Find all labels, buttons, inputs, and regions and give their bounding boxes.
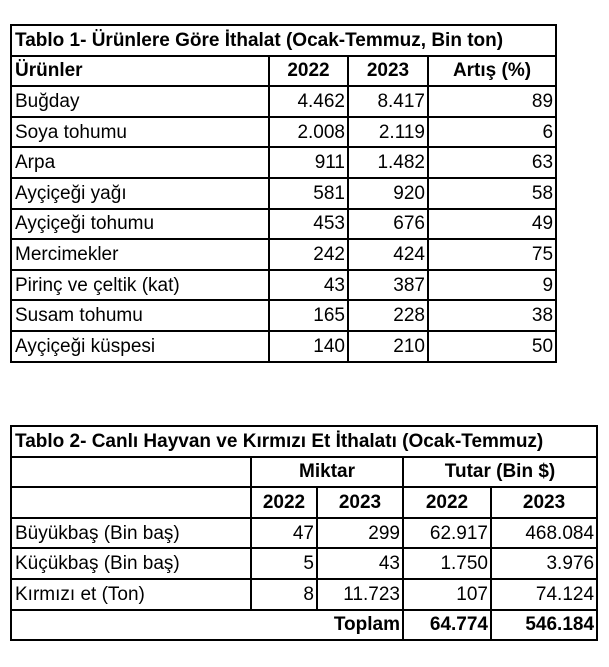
table-title-row bbox=[11, 426, 597, 457]
value-2023: 676 bbox=[348, 209, 428, 240]
product-name: Ayçiçeği yağı bbox=[11, 178, 269, 209]
header-amount-2022: 2022 bbox=[403, 487, 491, 518]
amount-2022: 107 bbox=[403, 579, 491, 610]
amount-2023: 468.084 bbox=[491, 518, 597, 549]
table-row bbox=[11, 518, 597, 549]
product-name: Susam tohumu bbox=[11, 300, 269, 331]
value-increase: 38 bbox=[428, 300, 556, 331]
table-header-row bbox=[11, 56, 556, 87]
table-row bbox=[11, 270, 556, 301]
value-2023: 387 bbox=[348, 270, 428, 301]
value-2022: 242 bbox=[269, 239, 348, 270]
value-2023: 424 bbox=[348, 239, 428, 270]
category-name: Küçükbaş (Bin baş) bbox=[11, 548, 251, 579]
amount-2023: 74.124 bbox=[491, 579, 597, 610]
value-increase: 49 bbox=[428, 209, 556, 240]
header-2022: 2022 bbox=[269, 56, 348, 87]
header-quantity-2023: 2023 bbox=[317, 487, 403, 518]
value-2023: 920 bbox=[348, 178, 428, 209]
header-amount: Tutar (Bin $) bbox=[403, 457, 597, 488]
value-2022: 4.462 bbox=[269, 86, 348, 117]
table-row bbox=[11, 147, 556, 178]
amount-2023: 3.976 bbox=[491, 548, 597, 579]
table-row bbox=[11, 579, 597, 610]
value-2023: 228 bbox=[348, 300, 428, 331]
value-increase: 50 bbox=[428, 331, 556, 362]
header-quantity: Miktar bbox=[251, 457, 403, 488]
value-2022: 453 bbox=[269, 209, 348, 240]
product-name: Buğday bbox=[11, 86, 269, 117]
value-2022: 911 bbox=[269, 147, 348, 178]
value-increase: 58 bbox=[428, 178, 556, 209]
value-2023: 210 bbox=[348, 331, 428, 362]
total-amount-2022: 64.774 bbox=[403, 610, 491, 641]
quantity-2022: 8 bbox=[251, 579, 317, 610]
table-row bbox=[11, 86, 556, 117]
value-2023: 1.482 bbox=[348, 147, 428, 178]
quantity-2023: 299 bbox=[317, 518, 403, 549]
product-name: Pirinç ve çeltik (kat) bbox=[11, 270, 269, 301]
header-products: Ürünler bbox=[11, 56, 269, 87]
table-row bbox=[11, 331, 556, 362]
product-name: Arpa bbox=[11, 147, 269, 178]
value-increase: 63 bbox=[428, 147, 556, 178]
header-quantity-2022: 2022 bbox=[251, 487, 317, 518]
product-name: Mercimekler bbox=[11, 239, 269, 270]
table-livestock-meat-imports bbox=[10, 425, 598, 641]
table-row bbox=[11, 209, 556, 240]
value-2022: 581 bbox=[269, 178, 348, 209]
product-name: Soya tohumu bbox=[11, 117, 269, 148]
quantity-2023: 43 bbox=[317, 548, 403, 579]
quantity-2023: 11.723 bbox=[317, 579, 403, 610]
value-increase: 89 bbox=[428, 86, 556, 117]
value-2022: 43 bbox=[269, 270, 348, 301]
category-name: Kırmızı et (Ton) bbox=[11, 579, 251, 610]
header-amount-2023: 2023 bbox=[491, 487, 597, 518]
table-row bbox=[11, 117, 556, 148]
value-2022: 165 bbox=[269, 300, 348, 331]
header-2023: 2023 bbox=[348, 56, 428, 87]
table-row bbox=[11, 178, 556, 209]
quantity-2022: 47 bbox=[251, 518, 317, 549]
table-row bbox=[11, 548, 597, 579]
empty-header-cell bbox=[11, 457, 251, 488]
product-name: Ayçiçeği tohumu bbox=[11, 209, 269, 240]
table-total-row bbox=[11, 610, 597, 641]
table-year-header-row bbox=[11, 487, 597, 518]
table2-title: Tablo 2- Canlı Hayvan ve Kırmızı Et İthalatı (Ocak-Temmuz) bbox=[11, 426, 597, 457]
table-row bbox=[11, 239, 556, 270]
value-2023: 2.119 bbox=[348, 117, 428, 148]
value-2022: 2.008 bbox=[269, 117, 348, 148]
value-2022: 140 bbox=[269, 331, 348, 362]
value-2023: 8.417 bbox=[348, 86, 428, 117]
header-increase: Artış (%) bbox=[428, 56, 556, 87]
value-increase: 9 bbox=[428, 270, 556, 301]
table-imports-by-product bbox=[10, 24, 557, 363]
value-increase: 6 bbox=[428, 117, 556, 148]
quantity-2022: 5 bbox=[251, 548, 317, 579]
empty-header-cell bbox=[11, 487, 251, 518]
product-name: Ayçiçeği küspesi bbox=[11, 331, 269, 362]
amount-2022: 1.750 bbox=[403, 548, 491, 579]
table-group-header-row bbox=[11, 457, 597, 488]
value-increase: 75 bbox=[428, 239, 556, 270]
table-row bbox=[11, 300, 556, 331]
table1-title: Tablo 1- Ürünlere Göre İthalat (Ocak-Temmuz, Bin ton) bbox=[11, 25, 556, 56]
total-amount-2023: 546.184 bbox=[491, 610, 597, 641]
total-label: Toplam bbox=[11, 610, 403, 641]
table-title-row bbox=[11, 25, 556, 56]
amount-2022: 62.917 bbox=[403, 518, 491, 549]
category-name: Büyükbaş (Bin baş) bbox=[11, 518, 251, 549]
